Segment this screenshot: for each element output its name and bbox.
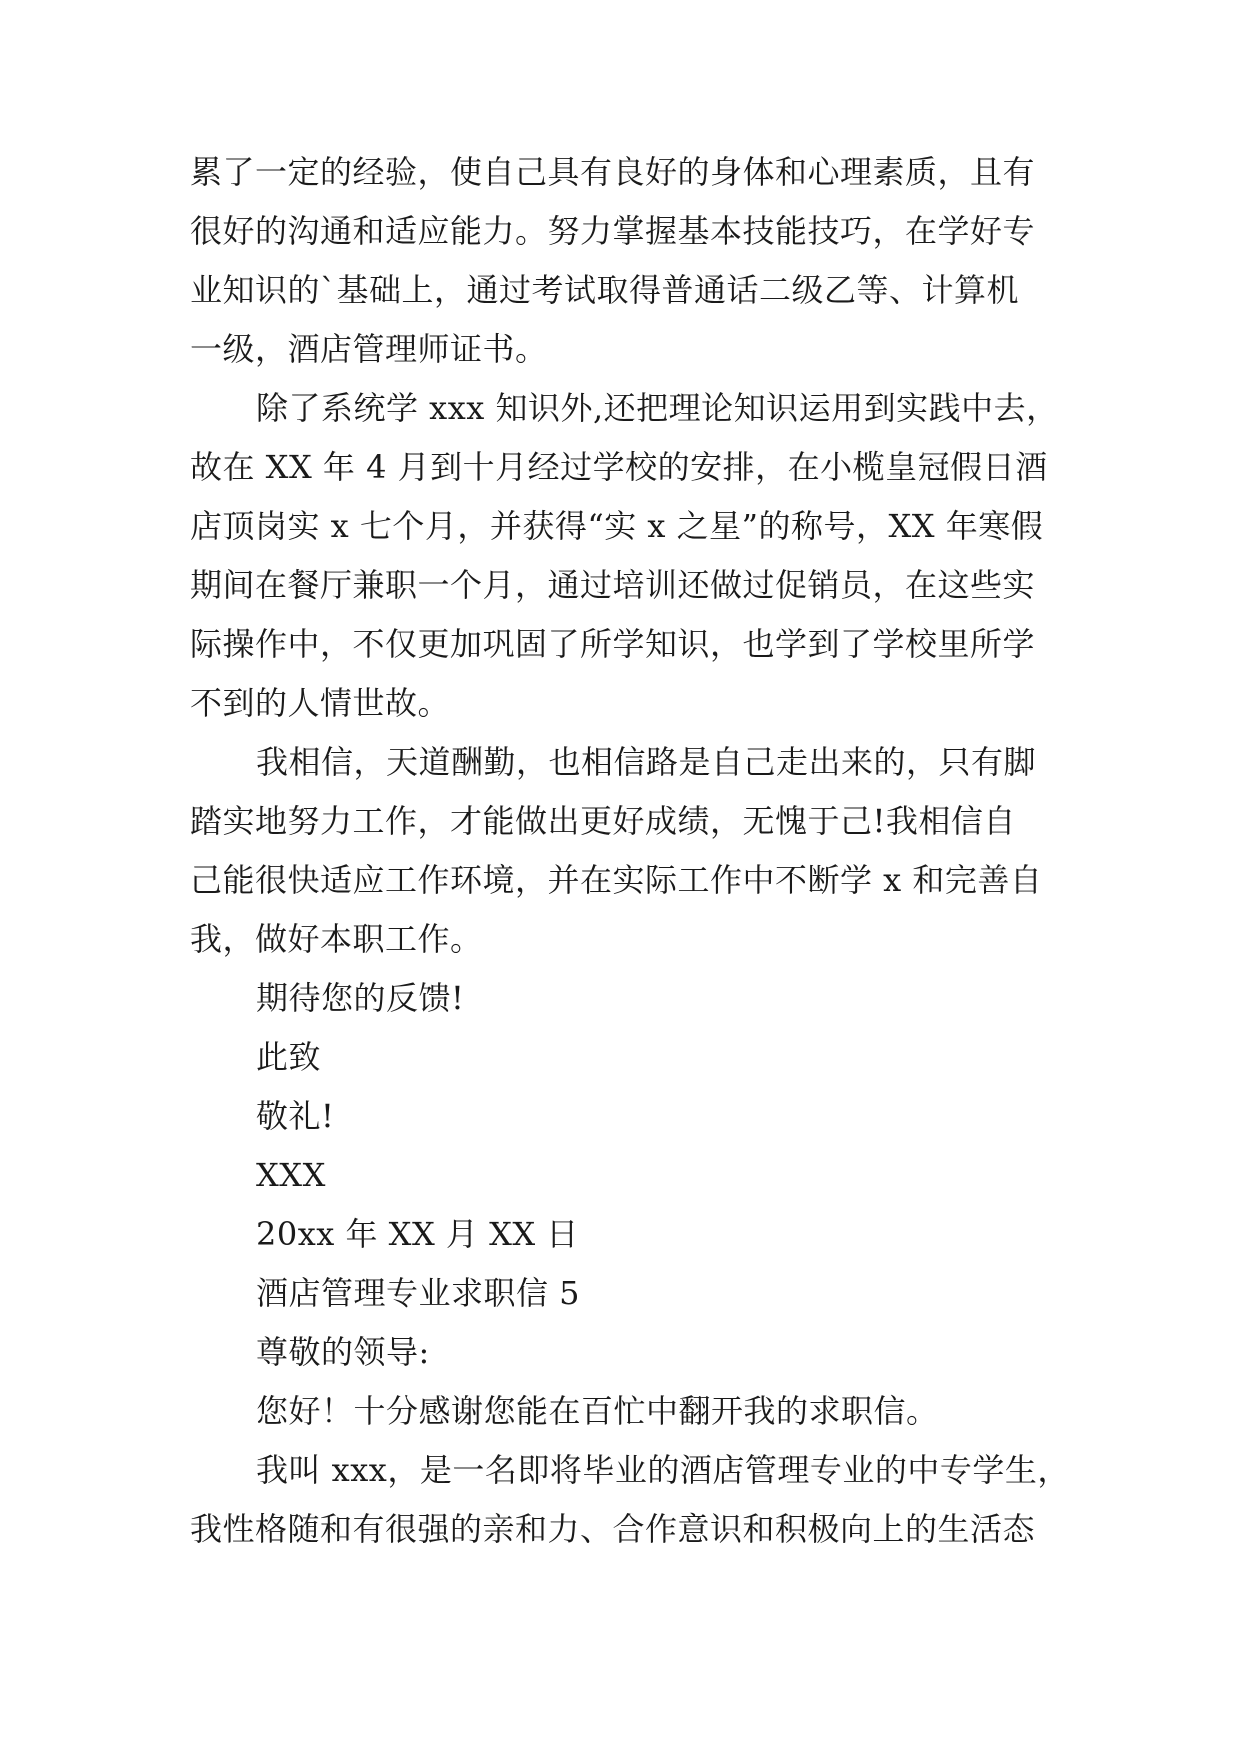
signature-name: XXX — [256, 1156, 326, 1194]
paragraph-line: 除了系统学 xxx 知识外,还把理论知识运用到实践中去， — [256, 389, 1059, 427]
paragraph-line: 我性格随和有很强的亲和力、合作意识和积极向上的生活态 — [190, 1510, 1036, 1548]
paragraph-line: 我叫 xxx，是一名即将毕业的酒店管理专业的中专学生， — [256, 1451, 1070, 1489]
section-heading: 酒店管理专业求职信 5 — [256, 1274, 581, 1312]
closing-line: 期待您的反馈! — [256, 979, 465, 1017]
paragraph-line: 踏实地努力工作，才能做出更好成绩，无愧于己!我相信自 — [190, 802, 1016, 840]
paragraph-line: 一级，酒店管理师证书。 — [190, 330, 548, 368]
paragraph-line: 我，做好本职工作。 — [190, 920, 483, 958]
paragraph-line: 业知识的`基础上，通过考试取得普通话二级乙等、计算机 — [190, 271, 1020, 309]
paragraph-line: 际操作中，不仅更加巩固了所学知识，也学到了学校里所学 — [190, 625, 1036, 663]
salutation-line: 此致 — [256, 1038, 322, 1076]
paragraph-line: 己能很快适应工作环境，并在实际工作中不断学 x 和完善自 — [190, 861, 1043, 899]
paragraph-line: 故在 XX 年 4 月到十月经过学校的安排，在小榄皇冠假日酒 — [190, 448, 1048, 486]
paragraph-line: 期间在餐厅兼职一个月，通过培训还做过促销员，在这些实 — [190, 566, 1036, 604]
paragraph-line: 不到的人情世故。 — [190, 684, 451, 722]
greeting-line: 尊敬的领导: — [256, 1333, 430, 1371]
paragraph-line: 您好！十分感谢您能在百忙中翻开我的求职信。 — [256, 1392, 939, 1430]
signature-date: 20xx 年 XX 月 XX 日 — [256, 1215, 579, 1253]
paragraph-line: 累了一定的经验，使自己具有良好的身体和心理素质，且有 — [190, 153, 1036, 191]
salutation-line: 敬礼! — [256, 1097, 335, 1135]
paragraph-line: 店顶岗实 x 七个月，并获得“实 x 之星”的称号，XX 年寒假 — [190, 507, 1044, 545]
paragraph-line: 很好的沟通和适应能力。努力掌握基本技能技巧，在学好专 — [190, 212, 1036, 250]
paragraph-line: 我相信，天道酬勤，也相信路是自己走出来的，只有脚 — [256, 743, 1037, 781]
